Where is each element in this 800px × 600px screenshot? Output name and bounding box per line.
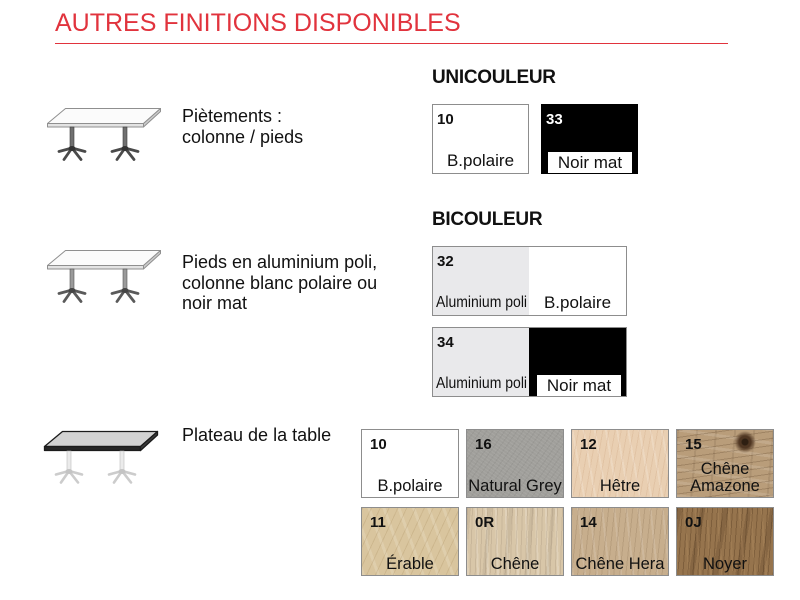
swatch-unicolor-10 [432, 104, 529, 174]
table-top-edge [45, 447, 141, 451]
pedestal-left [59, 269, 85, 302]
row-description-line: Plateau de la table [182, 425, 332, 445]
table-top-surface [48, 251, 161, 266]
swatch-name: B.polaire [446, 151, 515, 170]
swatch-name: Noyer [702, 554, 747, 573]
swatch-code: 10 [370, 436, 387, 453]
swatch-plateau-15 [676, 429, 774, 498]
swatch-half-aluminium [433, 328, 529, 396]
swatch-name-right: B.polaire [543, 293, 612, 312]
table-top [48, 251, 161, 270]
swatch-code: 0J [685, 514, 702, 531]
swatch-code: 34 [437, 334, 454, 351]
page-title: AUTRES FINITIONS DISPONIBLES [55, 9, 461, 37]
swatch-plateau-0r [466, 507, 564, 576]
swatch-code: 12 [580, 436, 597, 453]
row-description-legs [182, 106, 303, 147]
table-top-surface [48, 109, 161, 124]
row-description-line: colonne / pieds [182, 126, 304, 147]
heading-bicolor: BICOULEUR [432, 209, 543, 230]
swatch-name: Chêne Hera [575, 554, 665, 573]
pedestal-hub [66, 469, 73, 474]
swatch-plateau-12 [571, 429, 669, 498]
table-base-icon [46, 249, 162, 305]
table-top-icon [43, 430, 159, 486]
row-description-line: noir mat [182, 293, 248, 313]
row-description-tabletop [182, 425, 331, 446]
pedestal-column [70, 127, 74, 148]
swatch-plateau-0j [676, 507, 774, 576]
pedestal-right [112, 269, 138, 302]
swatch-half-black [529, 328, 626, 396]
swatch-code: 10 [437, 111, 454, 128]
pedestal-column [123, 127, 127, 148]
swatch-bicolor-32 [432, 246, 627, 316]
swatch-name: Natural Grey [468, 476, 562, 495]
swatch-half-aluminium [433, 247, 529, 315]
pedestal-left [56, 451, 82, 483]
table-top [45, 432, 158, 451]
swatch-plateau-14 [571, 507, 669, 576]
swatch-name: Chêne [490, 554, 540, 573]
table-base-icon [46, 107, 162, 163]
swatch-name-left: Aluminium poli [436, 375, 528, 392]
swatch-bicolor-34 [432, 327, 627, 397]
pedestal-column [67, 451, 71, 471]
row-description-aluminium [182, 252, 377, 314]
swatch-unicolor-33 [541, 104, 638, 174]
swatch-name-left: Aluminium poli [436, 294, 528, 311]
pedestal-hub [69, 146, 76, 151]
swatch-name: B.polaire [377, 476, 443, 495]
pedestal-hub [119, 469, 126, 474]
swatch-half-white [529, 247, 626, 315]
swatch-name: Chêne Amazone [690, 460, 760, 495]
swatch-code: 32 [437, 253, 454, 270]
pedestal-column [123, 269, 127, 290]
swatch-code: 11 [370, 514, 386, 531]
swatch-plateau-10 [361, 429, 459, 498]
swatch-plateau-11 [361, 507, 459, 576]
swatch-plateau-16 [466, 429, 564, 498]
table-top-edge [48, 124, 144, 128]
swatch-code: 14 [580, 514, 597, 531]
title-underline [55, 43, 728, 44]
pedestal-hub [122, 146, 129, 151]
pedestal-column [70, 269, 74, 290]
pedestal-right [112, 127, 138, 160]
table-top [48, 109, 161, 128]
swatch-code: 15 [685, 436, 702, 453]
table-top-edge [48, 266, 144, 270]
heading-unicolor: UNICOULEUR [432, 67, 556, 88]
swatch-code: 16 [475, 436, 492, 453]
row-description-line: Piètements : [182, 106, 283, 126]
pedestal-column [120, 451, 124, 471]
swatch-name-right: Noir mat [537, 375, 621, 396]
swatch-name: Noir mat [548, 152, 632, 173]
pedestal-left [59, 127, 85, 160]
pedestal-right [109, 451, 135, 483]
swatch-name: Hêtre [599, 476, 641, 495]
pedestal-hub [122, 288, 129, 293]
swatch-code: 0R [475, 514, 495, 531]
row-description-line: colonne blanc polaire ou [182, 272, 378, 293]
pedestal-hub [69, 288, 76, 293]
table-top-surface [45, 432, 158, 447]
row-description-line: Pieds en aluminium poli, [182, 252, 378, 272]
swatch-name: Érable [386, 554, 434, 573]
swatch-code: 33 [546, 111, 563, 128]
